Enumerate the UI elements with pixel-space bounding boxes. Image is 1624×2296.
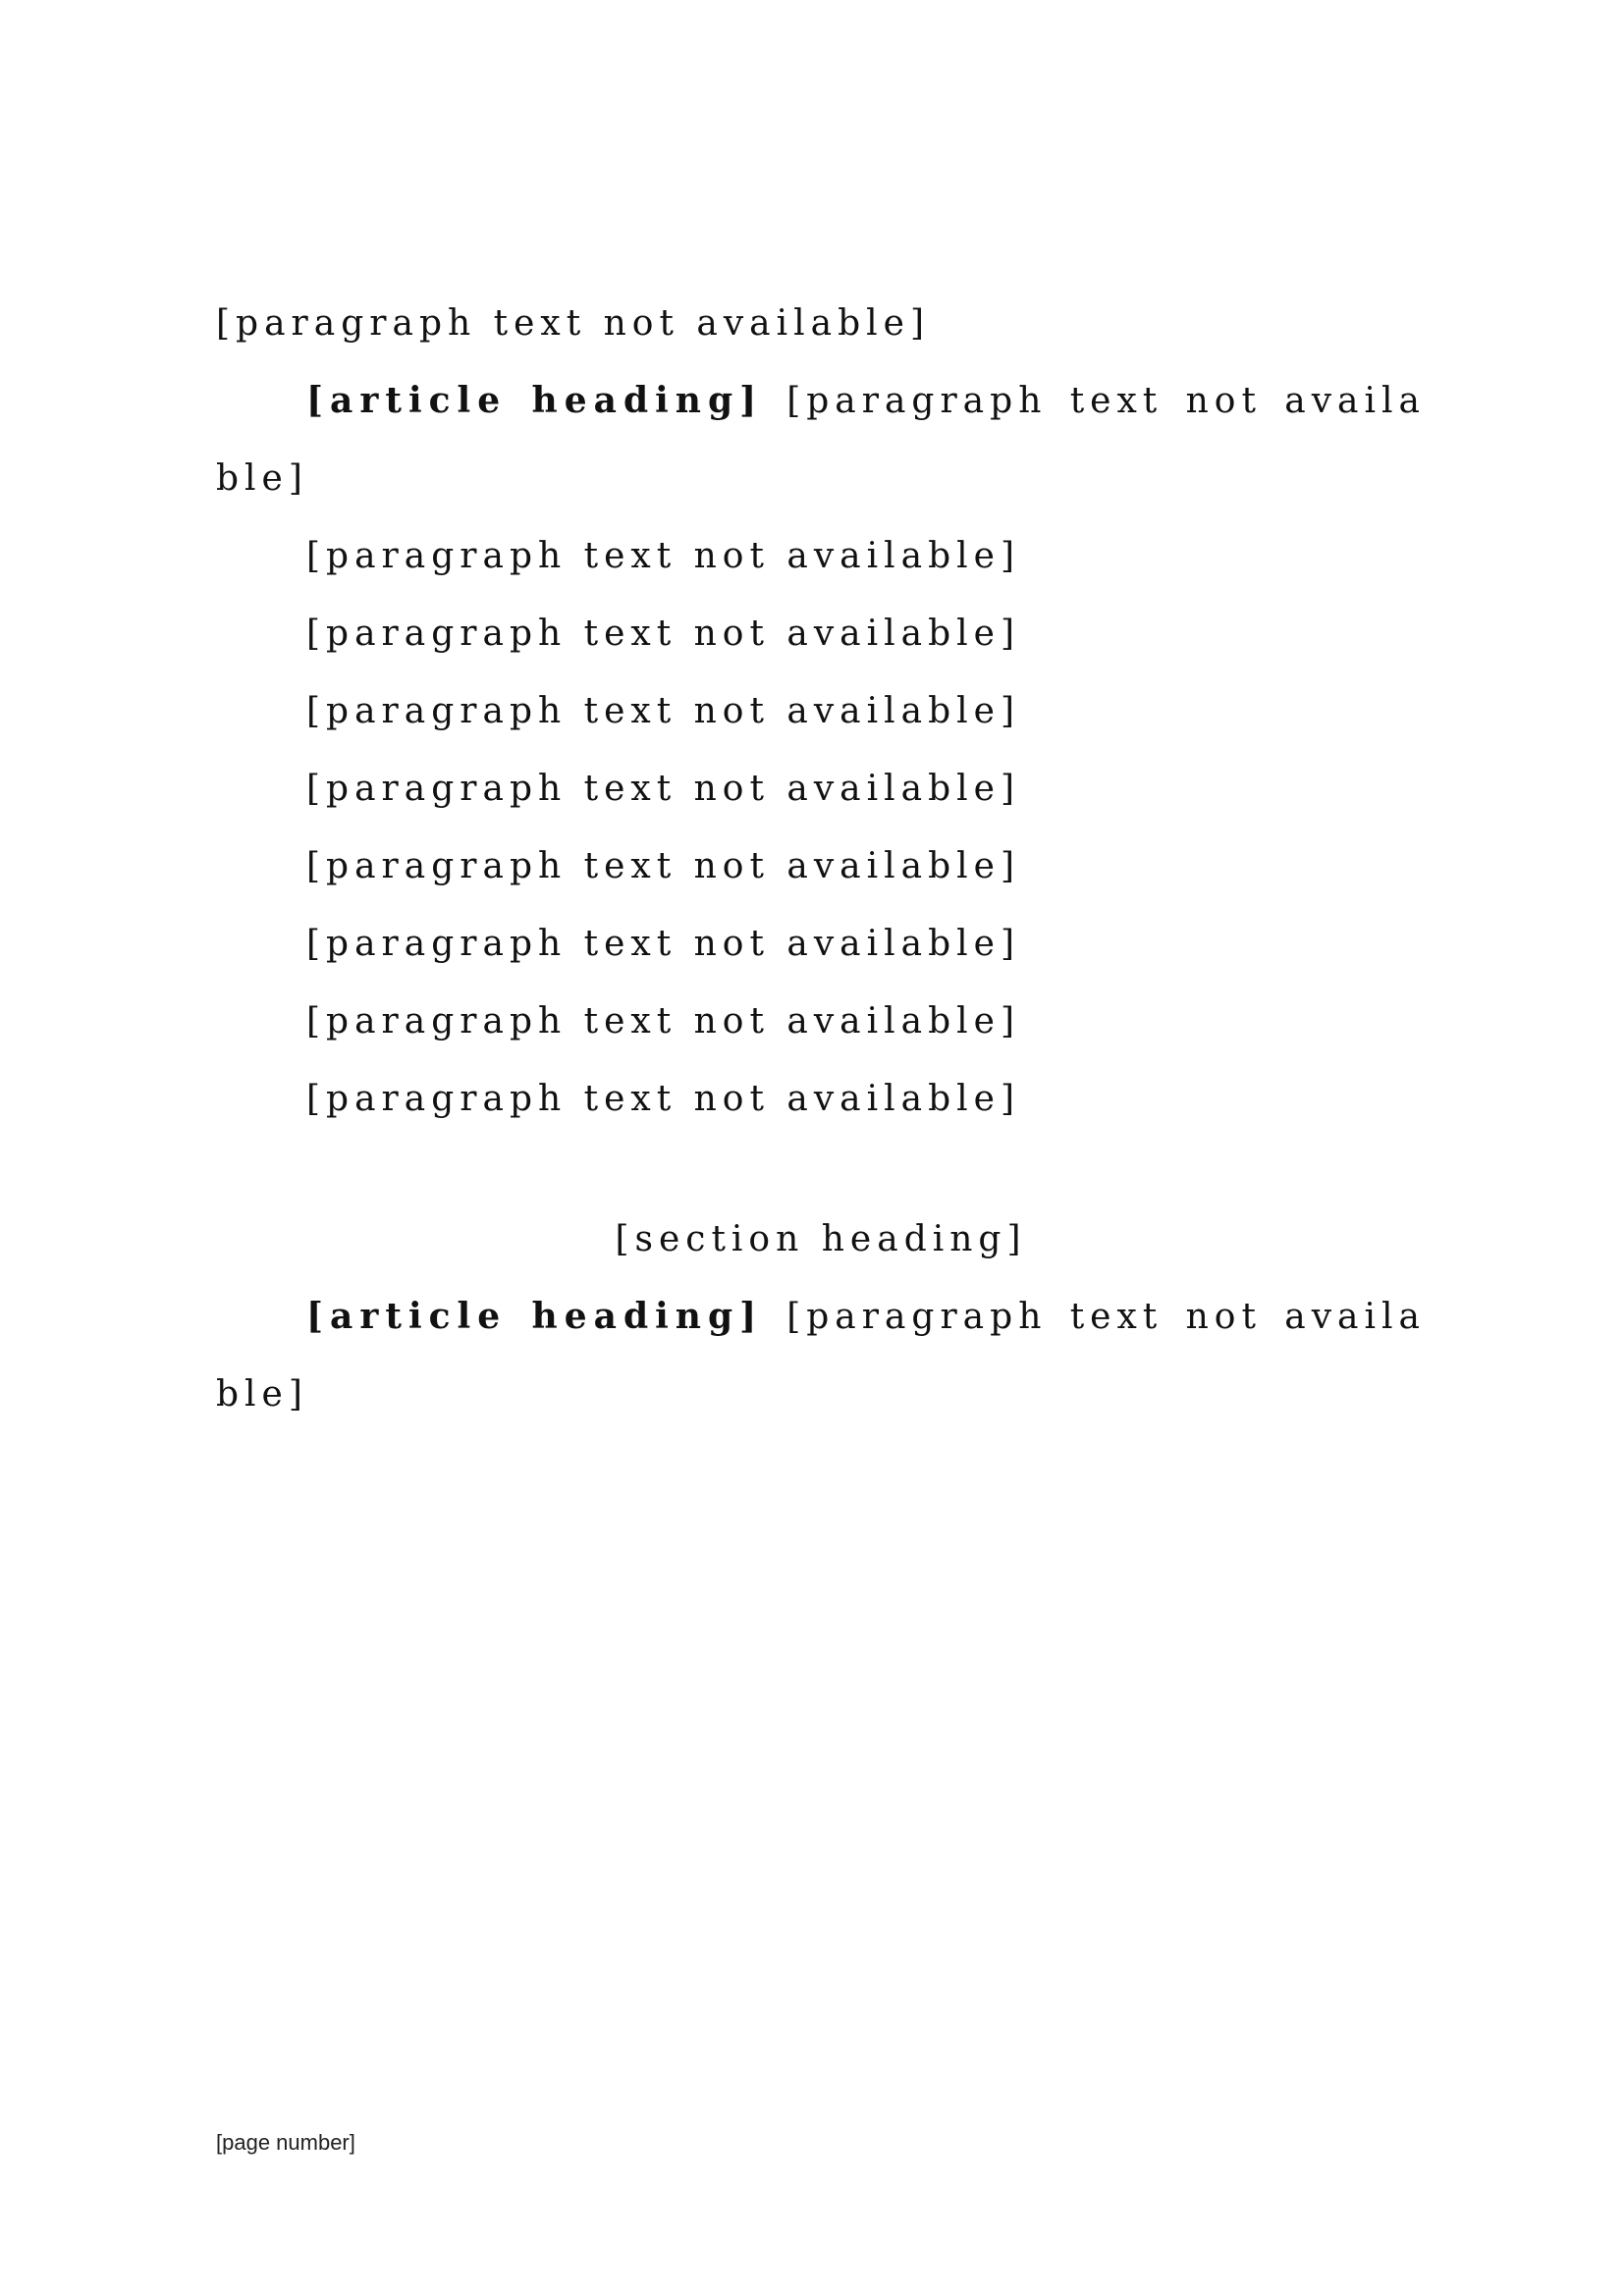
paragraph-1 bbox=[216, 285, 1426, 362]
paragraph-2-text: [paragraph text not available] bbox=[216, 381, 1427, 499]
paragraph-2 bbox=[216, 362, 1426, 517]
paragraph-5-text: [paragraph text not available] bbox=[306, 691, 1021, 731]
closing-paragraph-text: [paragraph text not available] bbox=[216, 1297, 1427, 1415]
paragraph-6-text: [paragraph text not available] bbox=[306, 769, 1021, 809]
page-number: [page number] bbox=[216, 2130, 355, 2155]
paragraph-2-lead: [article heading] bbox=[306, 380, 764, 421]
section-heading: [section heading] bbox=[615, 1219, 1027, 1259]
paragraph-10-text: [paragraph text not available] bbox=[306, 1079, 1021, 1119]
paragraph-7-text: [paragraph text not available] bbox=[306, 846, 1021, 886]
paragraph-5 bbox=[216, 672, 1426, 750]
paragraph-10 bbox=[216, 1060, 1426, 1138]
paragraph-3 bbox=[216, 517, 1426, 595]
document-body bbox=[216, 285, 1426, 1433]
paragraph-4 bbox=[216, 595, 1426, 672]
paragraph-3-text: [paragraph text not available] bbox=[306, 536, 1021, 576]
paragraph-1-text: [paragraph text not available] bbox=[216, 303, 931, 344]
paragraph-9-text: [paragraph text not available] bbox=[306, 1001, 1021, 1041]
paragraph-7 bbox=[216, 828, 1426, 905]
closing-paragraph-lead: [article heading] bbox=[306, 1296, 764, 1337]
closing-paragraph bbox=[216, 1278, 1426, 1433]
paragraph-6 bbox=[216, 750, 1426, 828]
paragraph-9 bbox=[216, 983, 1426, 1060]
paragraph-8-text: [paragraph text not available] bbox=[306, 924, 1021, 964]
paragraph-8 bbox=[216, 905, 1426, 983]
paragraph-4-text: [paragraph text not available] bbox=[306, 614, 1021, 654]
